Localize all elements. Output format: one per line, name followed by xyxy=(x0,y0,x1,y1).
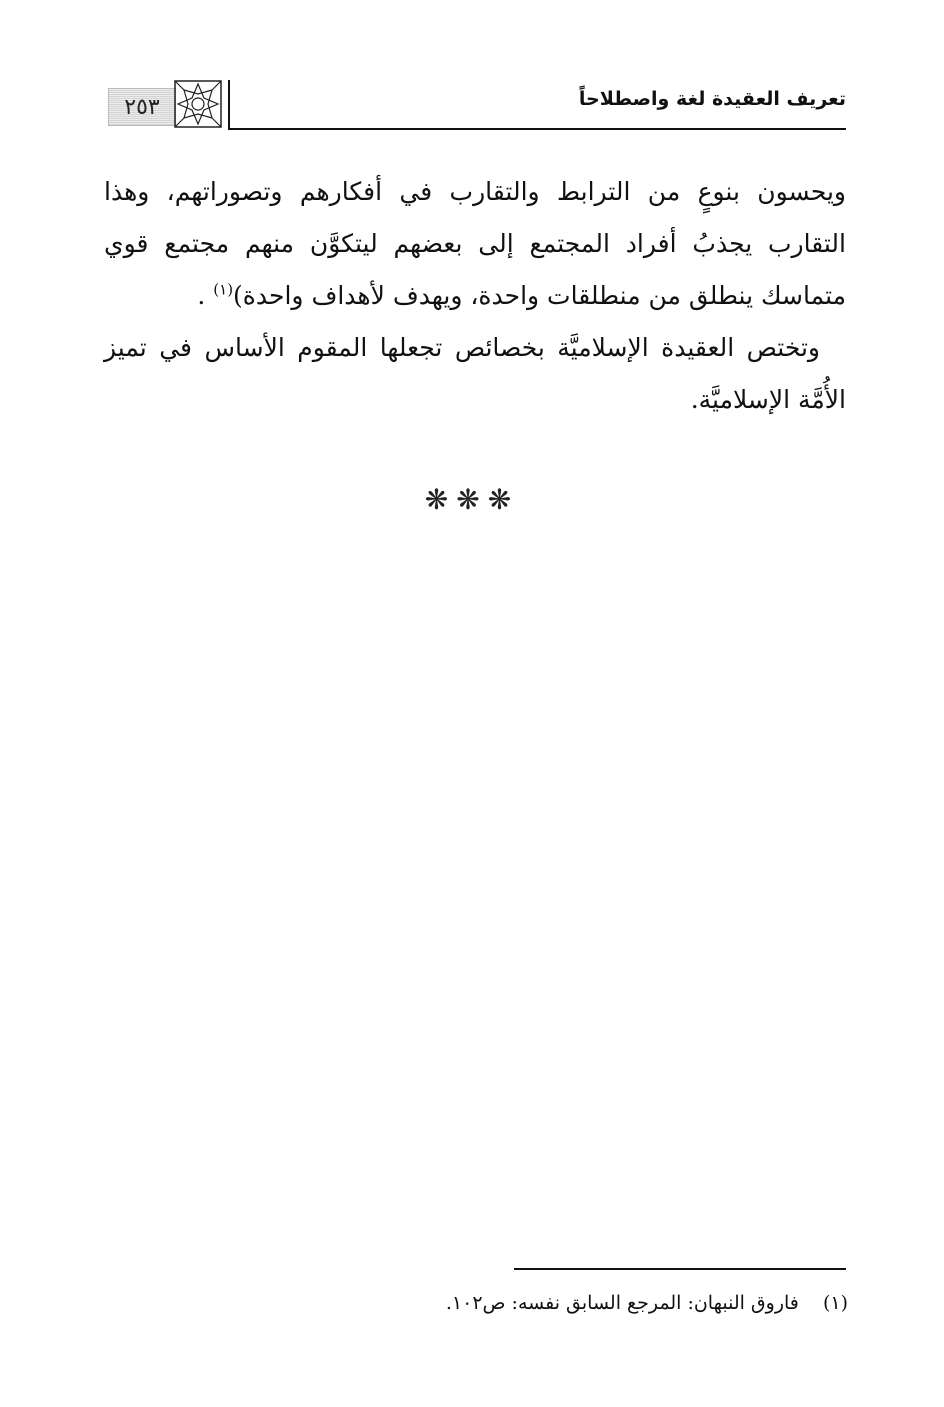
running-title: تعريف العقيدة لغة واصطلاحاً xyxy=(578,88,846,110)
text-line-end: . xyxy=(197,281,214,310)
text-line-content: متماسك ينطلق من منطلقات واحدة، ويهدف لأهداف واحدة) xyxy=(233,281,846,310)
section-separator: ❋❋❋ xyxy=(424,483,520,516)
body-text xyxy=(104,166,846,426)
footnote xyxy=(446,1292,848,1314)
page-number: ٢٥٣ xyxy=(108,88,176,126)
footnote-rule xyxy=(514,1268,846,1270)
text-line xyxy=(104,270,846,322)
footnote-text: فاروق النبهان: المرجع السابق نفسه: ص١٠٢. xyxy=(445,1292,799,1314)
islamic-star-ornament-icon xyxy=(174,80,222,128)
text-line: ويحسون بنوعٍ من الترابط والتقارب في أفكارهم وتصوراتهم، وهذا xyxy=(104,177,846,206)
text-line: الأُمَّة الإسلاميَّة. xyxy=(690,385,846,414)
footnote-reference: (١) xyxy=(213,280,234,299)
header-divider xyxy=(228,80,230,130)
footnote-number: (١) xyxy=(822,1292,848,1314)
text-line: التقارب يجذبُ أفراد المجتمع إلى بعضهم ليتكوَّن منهم مجتمع قوي xyxy=(104,229,846,258)
paragraph-2 xyxy=(104,322,846,426)
text-line: وتختص العقيدة الإسلاميَّة بخصائص تجعلها المقوم الأساس في تميز xyxy=(104,333,820,362)
page-header xyxy=(104,74,846,130)
paragraph-1 xyxy=(104,166,846,322)
header-rule xyxy=(228,128,846,130)
